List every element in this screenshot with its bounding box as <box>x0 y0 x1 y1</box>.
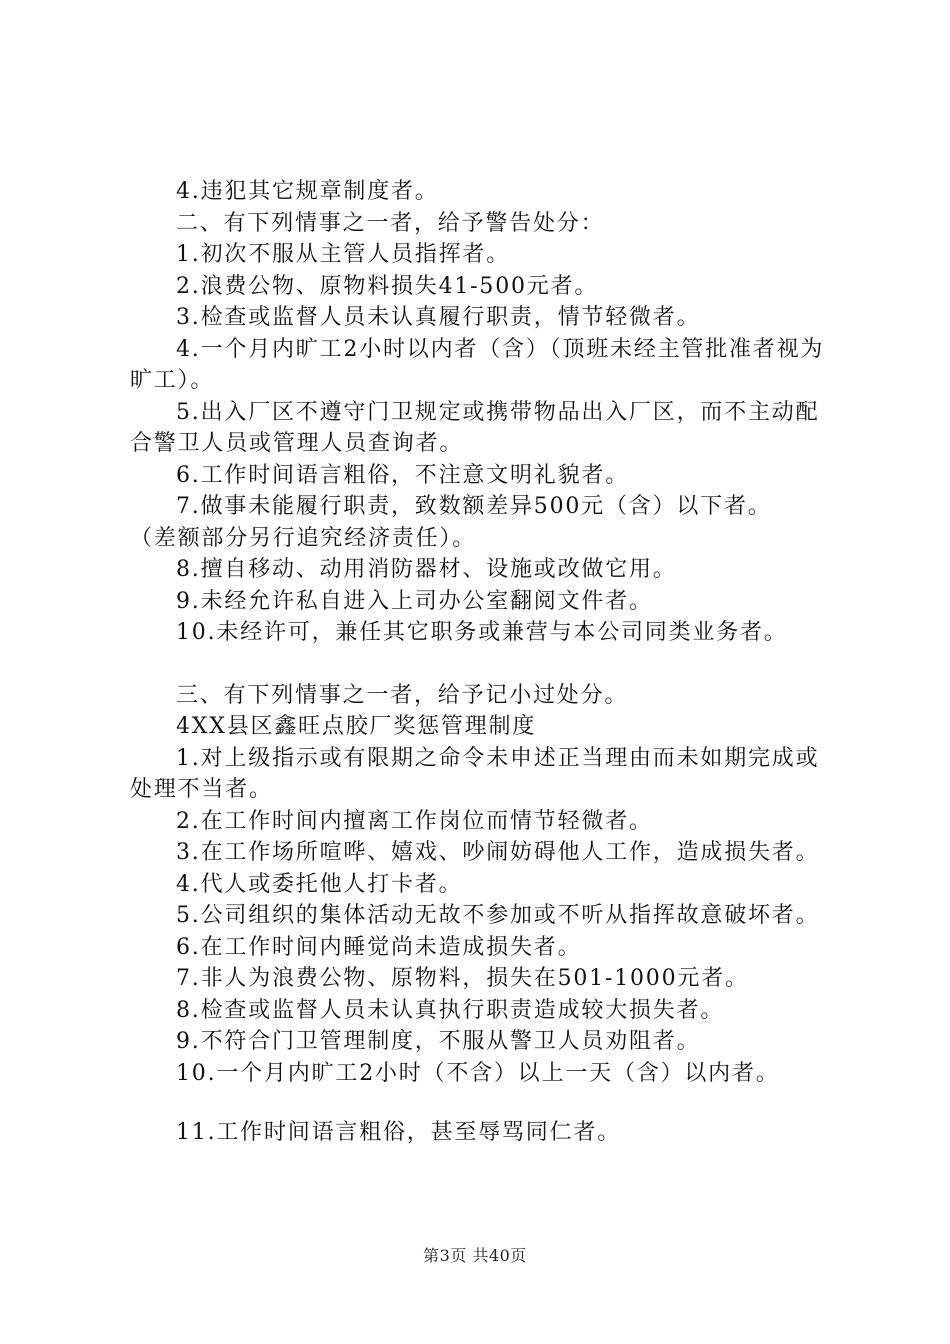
paragraph: 5.出入厂区不遵守门卫规定或携带物品出入厂区，而不主动配合警卫人员或管理人员查询者。 <box>130 399 820 456</box>
paragraph: 1.初次不服从主管人员指挥者。 <box>176 242 510 267</box>
document-body <box>130 176 830 1149</box>
paragraph: 10.一个月内旷工2小时（不含）以上一天（含）以内者。 <box>176 1060 780 1086</box>
paragraph: 8.擅自移动、动用消防器材、设施或改做它用。 <box>176 557 677 582</box>
paragraph: 2.浪费公物、原物料损失41-500元者。 <box>176 273 599 299</box>
paragraph: 5.公司组织的集体活动无故不参加或不听从指挥故意破坏者。 <box>176 903 820 928</box>
paragraph: 3.在工作场所喧哗、嬉戏、吵闹妨碍他人工作，造成损失者。 <box>176 840 820 865</box>
paragraph: 4.违犯其它规章制度者。 <box>176 179 439 204</box>
paragraph: 11.工作时间语言粗俗，甚至辱骂同仁者。 <box>176 1120 621 1145</box>
paragraph: 6.在工作时间内睡觉尚未造成损失者。 <box>176 934 582 960</box>
paragraph: 2.在工作时间内擅离工作岗位而情节轻微者。 <box>176 808 653 834</box>
paragraph: 9.不符合门卫管理制度，不服从警卫人员劝阻者。 <box>176 1029 701 1054</box>
paragraph-continuation: （差额部分另行追究经济责任）。 <box>130 525 477 551</box>
paragraph: 7.非人为浪费公物、原物料，损失在501-1000元者。 <box>176 966 749 991</box>
paragraph: 9.未经允许私自进入上司办公室翻阅文件者。 <box>176 588 653 614</box>
paragraph: 1.对上级指示或有限期之命令未申述正当理由而未如期完成或处理不当者。 <box>130 745 820 802</box>
section-heading: 二、有下列情事之一者，给予警告处分： <box>176 210 605 236</box>
paragraph: 7.做事未能履行职责，致数额差异500元（含）以下者。 <box>176 494 772 519</box>
page-number-footer: 第3页 共40页 <box>423 1246 527 1265</box>
paragraph: 4.代人或委托他人打卡者。 <box>176 871 463 897</box>
paragraph: 3.检查或监督人员未认真履行职责，情节轻微者。 <box>176 305 701 330</box>
section-heading: 三、有下列情事之一者，给予记小过处分。 <box>176 682 629 708</box>
paragraph: 10.未经许可，兼任其它职务或兼营与本公司同类业务者。 <box>176 620 788 645</box>
paragraph: 8.检查或监督人员未认真执行职责造成较大损失者。 <box>176 997 725 1023</box>
paragraph: 4.一个月内旷工2小时以内者（含）（顶班未经主管批准者视为旷工）。 <box>130 336 825 393</box>
document-title: 4XX县区鑫旺点胶厂奖惩管理制度 <box>176 714 537 739</box>
paragraph: 6.工作时间语言粗俗，不注意文明礼貌者。 <box>176 462 629 488</box>
